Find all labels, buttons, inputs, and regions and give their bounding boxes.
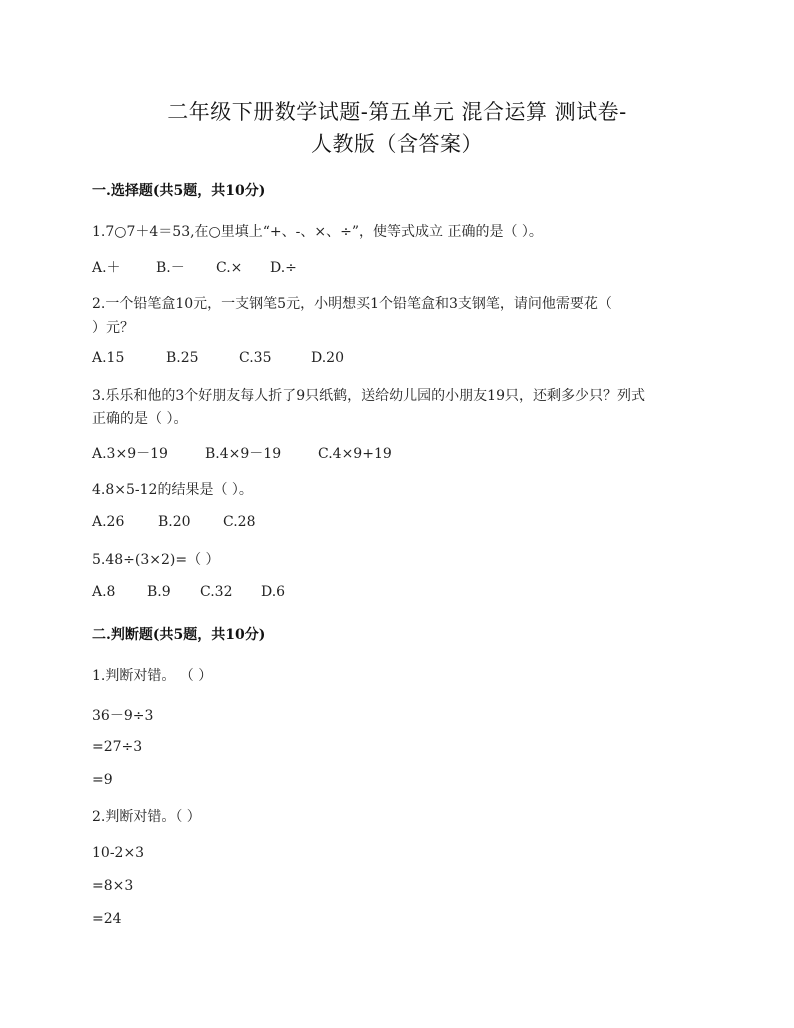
judgement-2-step-3: =24 — [92, 911, 122, 927]
judgement-1-step-1: 36－9÷3 — [92, 708, 154, 724]
question-2-text-line-2: ）元？ — [92, 320, 134, 336]
option-b: B.9 — [147, 584, 171, 600]
judgement-1-step-3: =9 — [92, 772, 113, 788]
section-heading-choice: 一.选择题(共5题，共10分) — [92, 183, 266, 199]
question-4-options — [92, 514, 255, 530]
option-d: D.6 — [261, 584, 286, 600]
option-d: D.20 — [311, 350, 344, 366]
judgement-2-step-1: 10-2×3 — [92, 845, 145, 861]
question-2-options — [92, 350, 344, 366]
option-a: A.26 — [92, 514, 125, 530]
question-3-text-line-1: 3.乐乐和他的3个好朋友每人折了9只纸鹤，送给幼儿园的小朋友19只，还剩多少只？列式 — [92, 388, 645, 404]
question-4-text: 4.8×5-12的结果是（ ）。 — [92, 482, 253, 498]
option-b: B.20 — [158, 514, 191, 530]
option-b: B.－ — [156, 260, 185, 276]
document-title-line-1: 二年级下册数学试题-第五单元 混合运算 测试卷- — [167, 100, 627, 124]
document-title-line-2: 人教版（含答案） — [311, 132, 483, 156]
option-a: A.＋ — [92, 260, 121, 276]
question-1-options — [92, 257, 297, 277]
option-a: A.15 — [92, 350, 125, 366]
judgement-2-text: 2.判断对错。（ ） — [92, 809, 201, 825]
option-c: C.35 — [239, 350, 272, 366]
question-5-options — [92, 584, 285, 600]
option-d: D.÷ — [270, 260, 297, 276]
judgement-1-text: 1.判断对错。 （ ） — [92, 668, 213, 684]
judgement-2-step-2: =8×3 — [92, 878, 134, 894]
judgement-1-step-2: =27÷3 — [92, 739, 143, 755]
question-1-text: 1.7○7＋4＝53,在○里填上“+、-、×、÷”，使等式成立 正确的是（ ）。 — [92, 224, 543, 240]
option-b: B.25 — [166, 350, 199, 366]
option-c: C.28 — [223, 514, 256, 530]
option-a: A.3×9－19 — [92, 446, 168, 462]
option-c: C.× — [216, 260, 243, 276]
option-b: B.4×9－19 — [205, 446, 282, 462]
question-3-text-line-2: 正确的是（ ）。 — [92, 411, 188, 427]
question-5-text: 5.48÷(3×2)=（ ） — [92, 552, 220, 568]
question-2-text-line-1: 2.一个铅笔盒10元，一支钢笔5元，小明想买1个铅笔盒和3支钢笔，请问他需要花（ — [92, 296, 612, 312]
option-c: C.4×9+19 — [318, 446, 392, 462]
option-c: C.32 — [200, 584, 233, 600]
question-3-options — [92, 443, 392, 463]
option-a: A.8 — [92, 584, 116, 600]
section-heading-judgement: 二.判断题(共5题，共10分) — [92, 627, 266, 643]
